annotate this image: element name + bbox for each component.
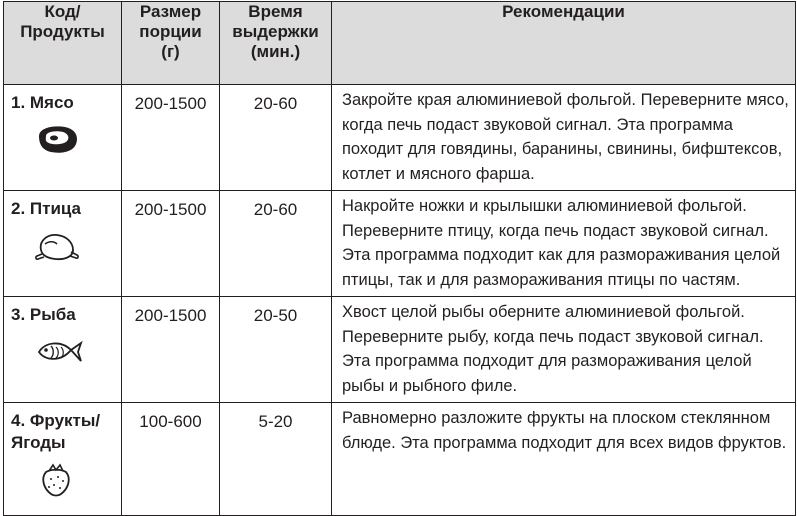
product-label: 1. Мясо — [11, 93, 74, 112]
strawberry-icon — [37, 460, 77, 500]
standing-time: 20-50 — [220, 297, 332, 403]
header-standing-time: Время выдержки (мин.) — [220, 2, 332, 85]
standing-time: 20-60 — [220, 191, 332, 297]
recommendation: Равномерно разложите фрукты на плоском стеклянном блюде. Эта программа подходит для всех видов фруктов. — [332, 403, 796, 516]
header-row — [4, 2, 796, 85]
code-cell — [4, 403, 122, 516]
recommendation: Хвост целой рыбы оберните алюминиевой фольгой. Переверните рыбу, когда печь подаст звуковой сигнал. Эта программа подходит для размораживания целой рыбы и рыбного филе. — [332, 297, 796, 403]
header-code: Код/ Продукты — [4, 2, 122, 85]
table-row-fish — [4, 297, 796, 403]
poultry-icon — [33, 228, 81, 264]
table-row-poultry — [4, 191, 796, 297]
portion-size: 100-600 — [122, 403, 220, 516]
standing-time: 20-60 — [220, 85, 332, 191]
code-cell — [4, 297, 122, 403]
portion-size: 200-1500 — [122, 191, 220, 297]
product-label: 3. Рыба — [11, 305, 76, 324]
portion-size: 200-1500 — [122, 297, 220, 403]
table-row-fruit — [4, 403, 796, 516]
defrost-table — [3, 1, 796, 516]
header-recommendations: Рекомендации — [332, 2, 796, 85]
fish-icon — [33, 334, 85, 370]
code-cell — [4, 85, 122, 191]
steak-icon — [33, 122, 81, 158]
recommendation: Накройте ножки и крылышки алюминиевой фольгой. Переверните птицу, когда печь подаст звуковой сигнал. Эта программа подходит как для размораживания целой птицы, так и для размораживания птицы по частям. — [332, 191, 796, 297]
product-label: 2. Птица — [11, 199, 82, 218]
standing-time: 5-20 — [220, 403, 332, 516]
product-label: 4. Фрукты/ Ягоды — [11, 411, 101, 452]
table-row-meat — [4, 85, 796, 191]
portion-size: 200-1500 — [122, 85, 220, 191]
header-portion-size: Размер порции (г) — [122, 2, 220, 85]
code-cell — [4, 191, 122, 297]
recommendation: Закройте края алюминиевой фольгой. Переверните мясо, когда печь подаст звуковой сигнал. Эта программа походит для говядины, баранины, свинины, бифштексов, котлет и мясного фарша. — [332, 85, 796, 191]
